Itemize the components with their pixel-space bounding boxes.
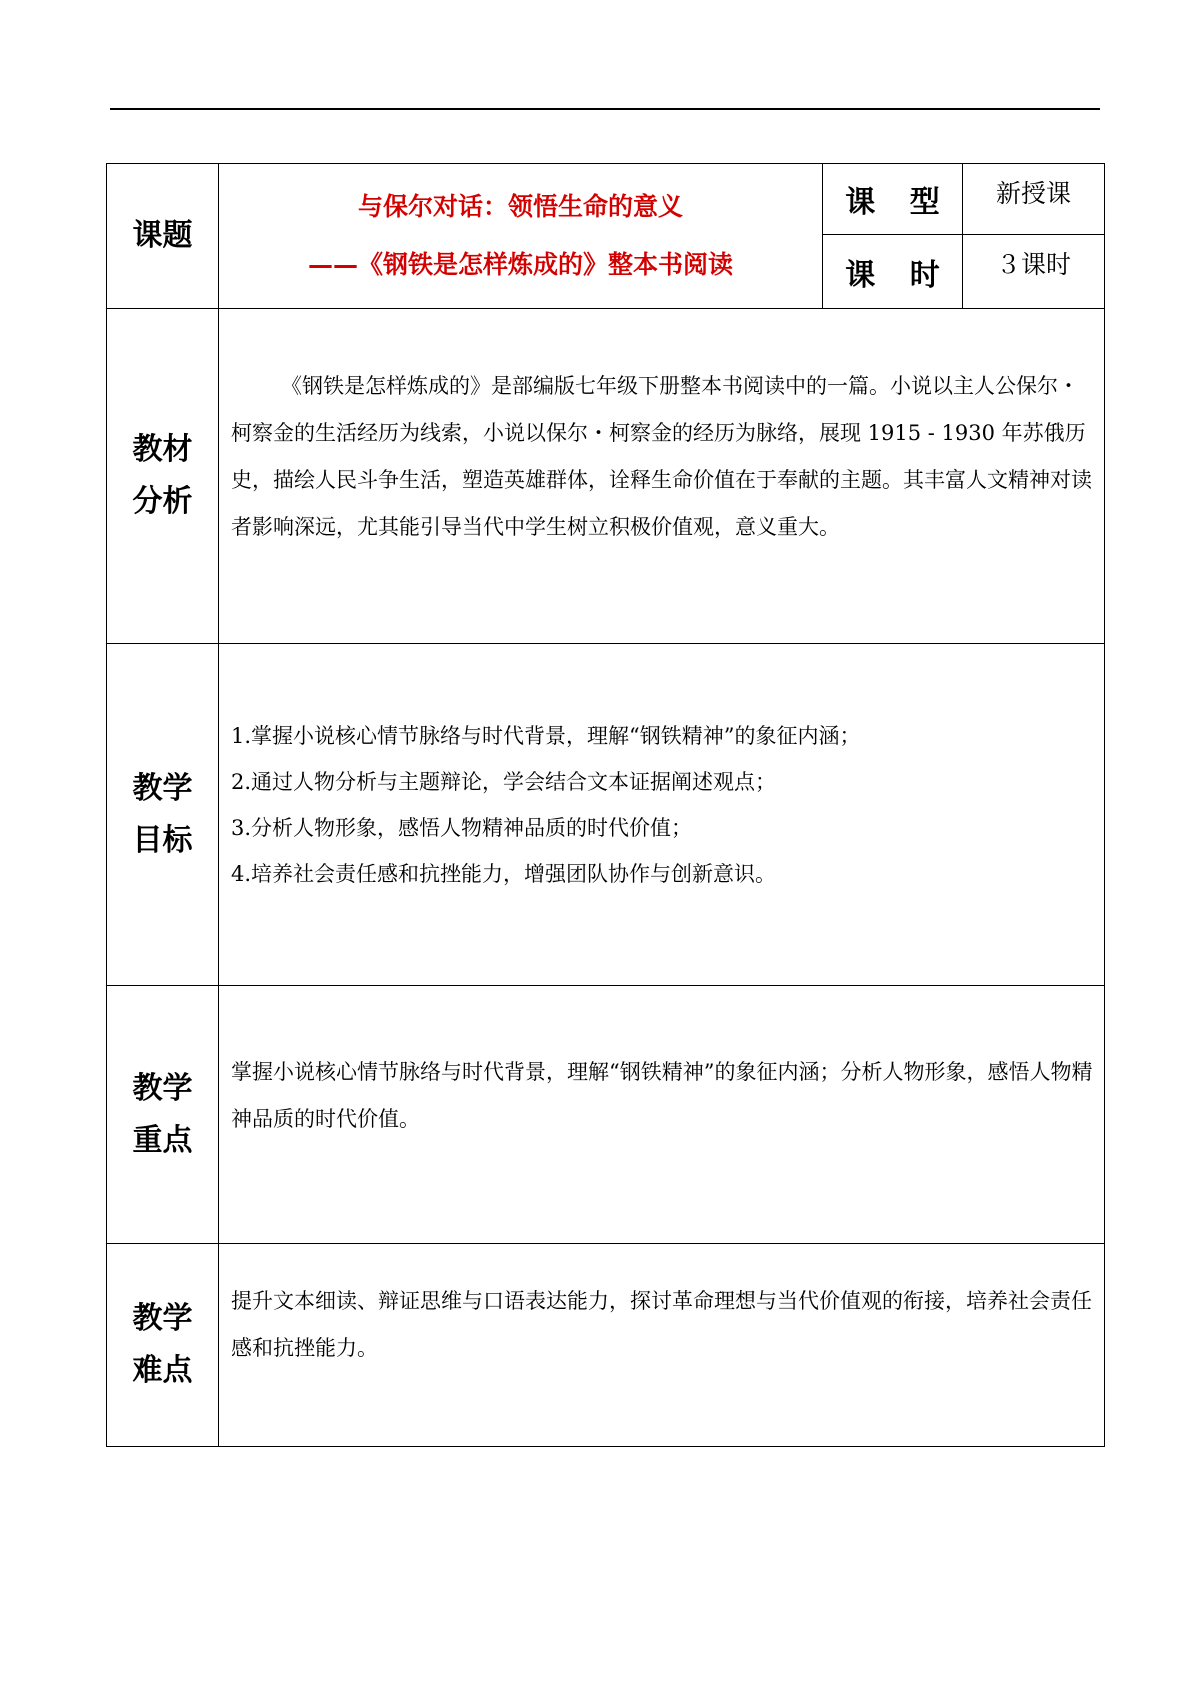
lesson-plan-table [106, 163, 1105, 1447]
difficulties-label-line1: 教学 [132, 1301, 193, 1336]
list-item: 4.培养社会责任感和抗挫能力，增强团队协作与创新意识。 [231, 861, 777, 886]
title-row-top [107, 164, 1105, 235]
title-label: 课题 [132, 218, 193, 253]
lesson-type-value: 新授课 [963, 164, 1105, 235]
difficulties-label-line2: 难点 [132, 1353, 193, 1388]
key-points-row [107, 986, 1105, 1244]
difficulties-row [107, 1244, 1105, 1447]
key-points-label [107, 986, 219, 1244]
difficulties-text: 提升文本细读、辩证思维与口语表达能力，探讨革命理想与当代价值观的衔接，培养社会责任感和抗挫能力。 [231, 1289, 1092, 1360]
list-item: 3.分析人物形象，感悟人物精神品质的时代价值； [231, 815, 693, 840]
goals-label-line2: 目标 [132, 822, 193, 858]
lesson-hours-value: ３课时 [963, 235, 1105, 309]
key-points-text: 掌握小说核心情节脉络与时代背景，理解“钢铁精神”的象征内涵；分析人物形象，感悟人物精神品质的时代价值。 [231, 1059, 1093, 1131]
key-points-label-line2: 重点 [132, 1122, 193, 1158]
material-label-line2: 分析 [132, 484, 193, 519]
title-label-cell [107, 164, 219, 309]
key-points-content [219, 986, 1105, 1244]
list-item: 2.通过人物分析与主题辩论，学会结合文本证据阐述观点； [231, 769, 777, 794]
material-analysis-row [107, 309, 1105, 644]
teaching-goals-row [107, 644, 1105, 986]
teaching-goals-label [107, 644, 219, 986]
teaching-goals-content [219, 644, 1105, 986]
material-label-line1: 教材 [132, 432, 193, 467]
teaching-goals-list [231, 713, 1094, 897]
list-item: 1.掌握小说核心情节脉络与时代背景，理解“钢铁精神”的象征内涵； [231, 723, 861, 748]
lesson-hours-label: 课 时 [823, 235, 963, 309]
material-analysis-text: 《钢铁是怎样炼成的》是部编版七年级下册整本书阅读中的一篇。小说以主人公保尔・柯察金的生活经历为线索，小说以保尔・柯察金的经历为脉络，展现 1915 - 1930 年苏俄历史，描绘人民斗争生活，塑造英雄群体，诠释生命价值在于奉献的主题。其丰富人文精神对读者影响深远，尤其能引导当代中学生树立积极价值观，意义重大。 [231, 374, 1092, 539]
header-rule [110, 108, 1100, 110]
difficulties-content [219, 1244, 1105, 1447]
key-points-label-line1: 教学 [132, 1070, 193, 1106]
goals-label-line1: 教学 [132, 770, 193, 806]
lesson-title-cell [219, 164, 823, 309]
lesson-title: 与保尔对话：领悟生命的意义 [357, 192, 683, 221]
material-analysis-label [107, 309, 219, 644]
lesson-type-label: 课 型 [823, 164, 963, 235]
material-analysis-content [219, 309, 1105, 644]
difficulties-label [107, 1244, 219, 1447]
lesson-subtitle: ——《钢铁是怎样炼成的》整本书阅读 [307, 250, 733, 279]
